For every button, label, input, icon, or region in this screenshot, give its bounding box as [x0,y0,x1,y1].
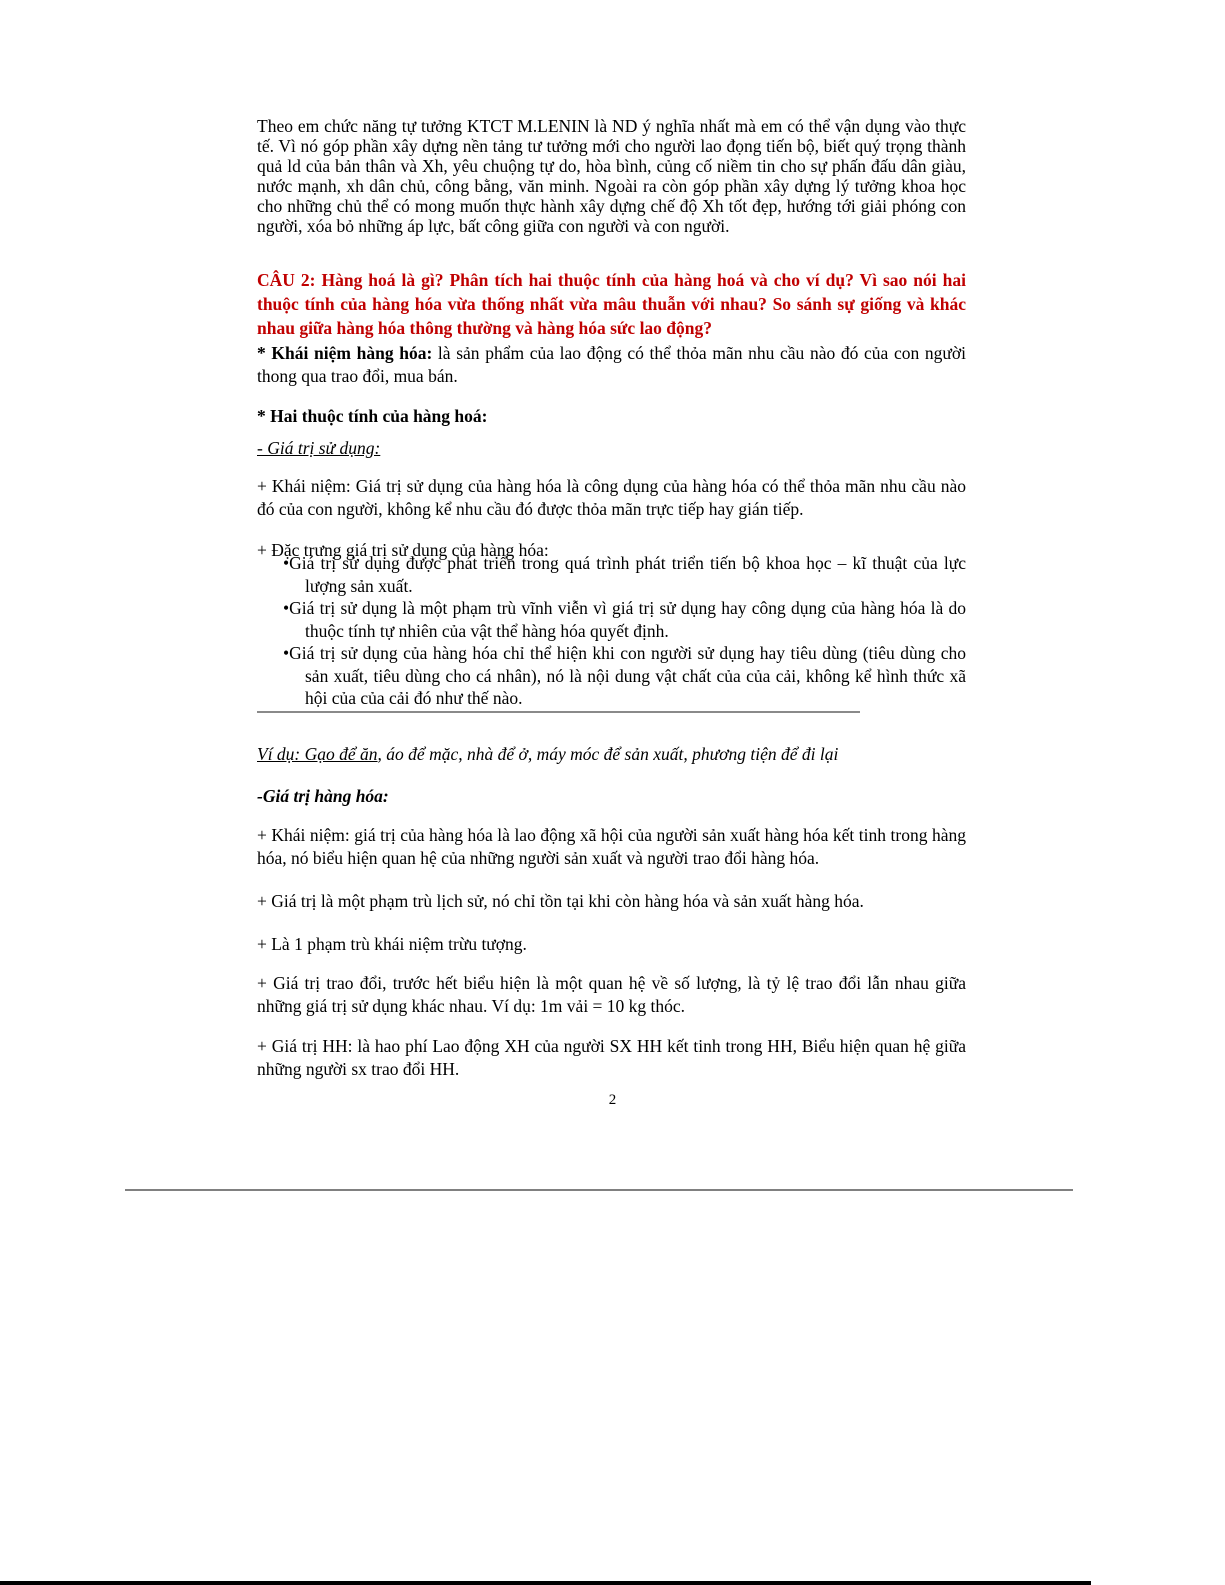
value-definition: + Khái niệm: giá trị của hàng hóa là lao động xã hội của người sản xuất hàng hóa kết tinh trong hàng hóa, nó biểu hiện quan hệ của những người sản xuất và người trao đổi hàng hóa. [257,824,966,868]
example-rest: , áo để mặc, nhà để ở, máy móc để sản xuất, phương tiện để đi lại [377,743,839,764]
commodity-definition [257,342,966,388]
bottom-edge-bar [0,1581,1091,1585]
bullet-item: • Giá trị sử dụng được phát triển trong quá trình phát triển tiến bộ khoa học – kĩ thuật của lực lượng sản xuất. [257,552,966,597]
value-hh-paragraph: + Giá trị HH: là hao phí Lao động XH của người SX HH kết tinh trong HH, Biểu hiện quan hệ giữa những người sx trao đổi HH. [257,1035,966,1079]
two-attributes-heading: * Hai thuộc tính của hàng hoá: [257,405,488,426]
exchange-value-paragraph: + Giá trị trao đổi, trước hết biểu hiện là một quan hệ về số lượng, là tỷ lệ trao đổi lẫn nhau giữa những giá trị sử dụng khác nhau. Ví dụ: 1m vải = 10 kg thóc. [257,972,966,1016]
use-value-definition: + Khái niệm: Giá trị sử dụng của hàng hóa là công dụng của hàng hóa có thể thỏa mãn nhu cầu nào đó của con người, không kể nhu cầu đó được thỏa mãn trực tiếp hay gián tiếp. [257,475,966,519]
value-heading: -Giá trị hàng hóa: [257,785,389,806]
page-number: 2 [608,1092,617,1108]
definition-text: là sản phẩm của lao động có thể thỏa mãn nhu cầu nào đó của con người thong qua trao đổi, mua bán. [257,342,966,386]
use-value-bullet-list [257,552,966,710]
use-value-example [257,743,966,766]
intro-paragraph: Theo em chức năng tự tưởng KTCT M.LENIN là ND ý nghĩa nhất mà em có thể vận dụng vào thực tế. Vì nó góp phần xây dựng nền tảng tư tưởng mới cho người lao đọng tiến bộ, biết quý trọng thành quả ld của bản thân và Xh, yêu chuộng tự do, hòa bình, củng cố niềm tin cho sự phấn đấu dân giàu, nước mạnh, xh dân chủ, công bằng, văn minh. Ngoài ra còn góp phần xây dựng lý tưởng khoa học cho những chủ thể có mong muốn thực hành xây dựng chế độ Xh tốt đẹp, hướng tới giải phóng con người, xóa bỏ những áp lực, bất công giữa con người và con người. [257,115,966,236]
question-heading: CÂU 2: Hàng hoá là gì? Phân tích hai thuộc tính của hàng hoá và cho ví dụ? Vì sao nói hai thuộc tính của hàng hóa vừa thống nhất vừa mâu thuẫn với nhau? So sánh sự giống và khác nhau giữa hàng hóa thông thường và hàng hóa sức lao động? [257,269,966,339]
example-underlined: Ví dụ: Gạo để ăn [257,743,378,764]
value-history-paragraph: + Giá trị là một phạm trù lịch sử, nó chỉ tồn tại khi còn hàng hóa và sản xuất hàng hóa. [257,890,864,911]
use-value-heading: - Giá trị sử dụng: [257,437,381,458]
bullet-item: • Giá trị sử dụng là một phạm trù vĩnh viễn vì giá trị sử dụng hay công dụng của hàng hóa là do thuộc tính tự nhiên của vật thể hàng hóa quyết định. [257,597,966,642]
use-value-traits-heading: + Đặc trưng giá trị sử dụng của hàng hóa: [257,539,549,560]
bullet-item: • Giá trị sử dụng của hàng hóa chỉ thể hiện khi con người sử dụng hay tiêu dùng (tiêu dùng cho sản xuất, tiêu dùng cho cá nhân), nó là nội dung vật chất của của cải, không kể hình thức xã hội của của cải đó như thế nào. [257,642,966,710]
page-break-separator [125,1189,1073,1191]
bullet-divider-rule [257,711,860,713]
value-abstract-paragraph: + Là 1 phạm trù khái niệm trừu tượng. [257,933,527,954]
definition-label: * Khái niệm hàng hóa: [257,342,433,363]
